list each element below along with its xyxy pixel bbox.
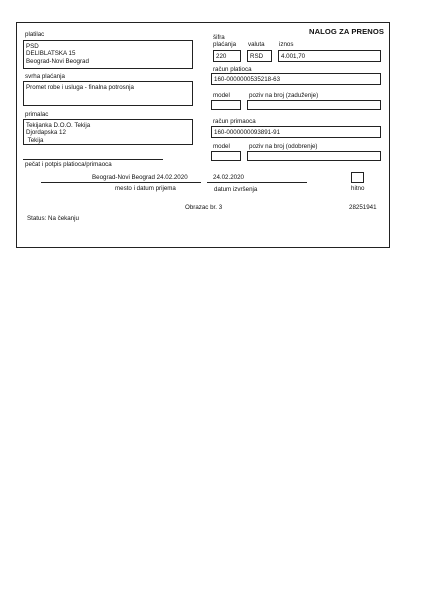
payer-box[interactable] bbox=[23, 40, 193, 69]
debit-reference-field[interactable] bbox=[247, 100, 381, 110]
recipient-account-field[interactable] bbox=[211, 126, 381, 138]
amount-label: iznos bbox=[279, 41, 294, 48]
debit-model-field[interactable] bbox=[211, 100, 241, 110]
payment-order-form bbox=[16, 22, 390, 248]
status-text: Status: Na čekanju bbox=[27, 215, 79, 222]
recipient-account-label: račun primaoca bbox=[213, 118, 256, 125]
execution-date-label: datum izvršenja bbox=[214, 186, 258, 193]
purpose-box[interactable] bbox=[23, 81, 193, 106]
payer-label: platilac bbox=[25, 31, 45, 38]
amount-value: 4.001,70 bbox=[281, 53, 306, 60]
recipient-box[interactable] bbox=[23, 119, 193, 145]
credit-model-label: model bbox=[213, 143, 230, 150]
payment-code-label: šifra bbox=[213, 34, 225, 41]
place-date-received-label: mesto i datum prijema bbox=[115, 185, 176, 192]
payer-line: Beograd-Novi Beograd bbox=[26, 57, 89, 65]
recipient-line: Tekijanka D.O.O. Tekija bbox=[26, 122, 91, 129]
payer-account-label: račun platioca bbox=[213, 66, 252, 73]
currency-value: RSD bbox=[250, 53, 264, 60]
payer-account-field[interactable] bbox=[211, 73, 381, 85]
form-title: NALOG ZA PRENOS bbox=[309, 27, 385, 36]
recipient-line: Tekija bbox=[26, 136, 44, 144]
payment-code-value: 220 bbox=[216, 53, 227, 60]
payer-account-value: 160-0000000535218-63 bbox=[214, 76, 281, 83]
execution-date-line bbox=[207, 182, 307, 183]
credit-model-field[interactable] bbox=[211, 151, 241, 161]
form-number: Obrazac br. 3 bbox=[185, 204, 223, 211]
document-number: 28251941 bbox=[349, 204, 377, 211]
recipient-account-value: 160-0000000093891-91 bbox=[214, 129, 281, 136]
payer-line: PSD bbox=[26, 43, 39, 50]
purpose-label: svrha plaćanja bbox=[25, 73, 65, 80]
purpose-value: Promet robe i usluga - finalna potrosnja bbox=[26, 84, 134, 91]
place-date-line bbox=[41, 182, 201, 183]
currency-field[interactable] bbox=[247, 50, 272, 62]
amount-field[interactable] bbox=[278, 50, 381, 62]
execution-date-value: 24.02.2020 bbox=[213, 174, 244, 181]
urgent-checkbox[interactable] bbox=[351, 172, 364, 183]
credit-reference-label: poziv na broj (odobrenje) bbox=[249, 143, 318, 150]
debit-reference-label: poziv na broj (zaduženje) bbox=[249, 92, 319, 99]
currency-label: valuta bbox=[248, 41, 265, 48]
payment-code-label-2: plaćanja bbox=[213, 41, 237, 48]
recipient-line: Djordapska 12 bbox=[26, 129, 66, 137]
signature-label: pečat i potpis platioca/primaoca bbox=[25, 161, 112, 168]
signature-line bbox=[23, 159, 163, 160]
place-date-received-value: Beograd-Novi Beograd 24.02.2020 bbox=[92, 174, 188, 181]
payer-line: DELIBLATSKA 15 bbox=[26, 50, 76, 58]
debit-model-label: model bbox=[213, 92, 230, 99]
credit-reference-field[interactable] bbox=[247, 151, 381, 161]
recipient-label: primalac bbox=[25, 111, 49, 118]
payment-code-field[interactable] bbox=[213, 50, 241, 62]
urgent-label: hitno bbox=[351, 185, 365, 192]
